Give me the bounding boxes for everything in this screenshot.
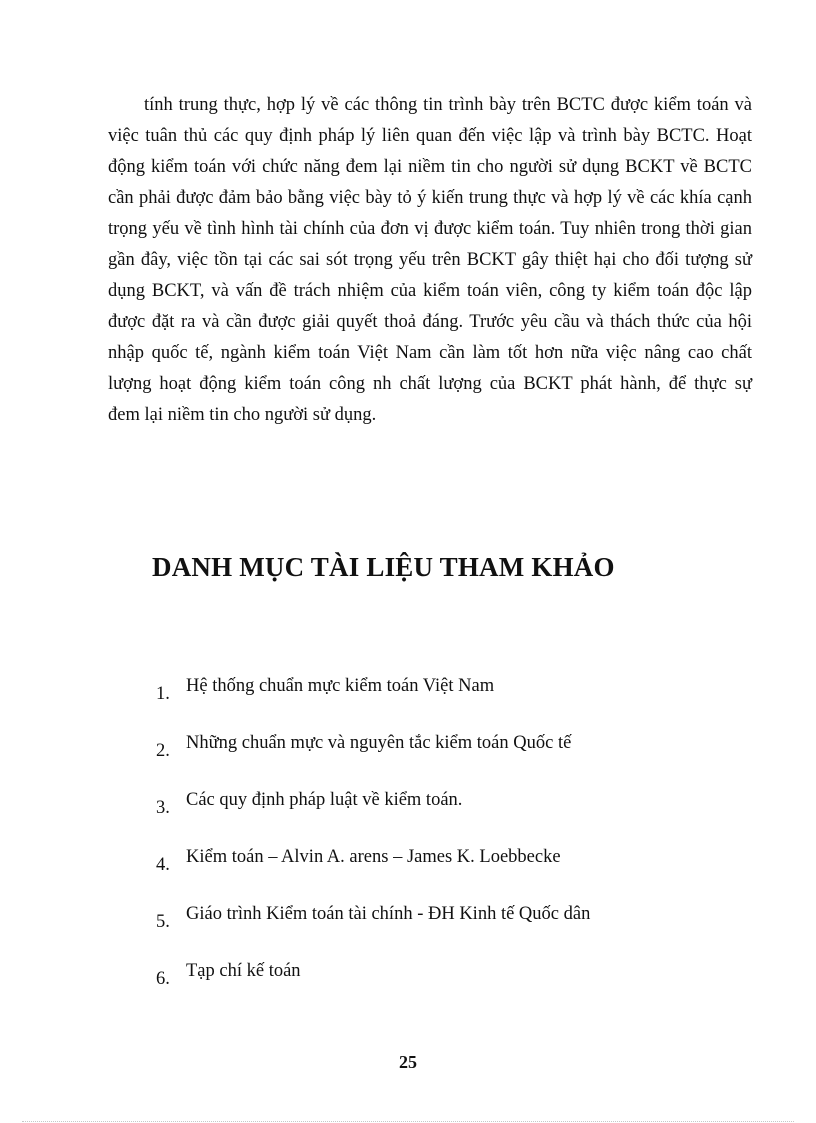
reference-text: Các quy định pháp luật về kiểm toán. [186,790,463,810]
paragraph-line: được đặt ra và cần được giải quyết thoả đáng. Trước yêu cầu và thách thức của hội [108,312,752,332]
reference-text: Giáo trình Kiểm toán tài chính - ĐH Kinh tế Quốc dân [186,904,591,924]
reference-number: 4. [156,855,170,875]
section-heading: DANH MỤC TÀI LIỆU THAM KHẢO [152,552,615,582]
paragraph-line: trọng yếu về tình hình tài chính của đơn vị được kiểm toán. Tuy nhiên trong thời gian [108,219,752,239]
reference-text: Hệ thống chuẩn mực kiểm toán Việt Nam [186,676,495,696]
reference-text: Kiểm toán – Alvin A. arens – James K. Loebbecke [186,847,561,867]
reference-number: 1. [156,684,170,704]
reference-text: Những chuẩn mực và nguyên tắc kiểm toán Quốc tế [186,733,572,753]
reference-text: Tạp chí kế toán [186,961,301,981]
reference-number: 6. [156,969,170,989]
paragraph-line: gần đây, việc tồn tại các sai sót trọng yếu trên BCKT gây thiệt hại cho đối tượng sử [108,250,752,270]
paragraph-line: tính trung thực, hợp lý về các thông tin trình bày trên BCTC được kiểm toán và [144,95,752,115]
reference-number: 3. [156,798,170,818]
page-bottom-divider [22,1121,794,1122]
paragraph-line: việc tuân thủ các quy định pháp lý liên quan đến việc lập và trình bày BCTC. Hoạt [108,126,752,146]
paragraph-line: động kiểm toán với chức năng đem lại niềm tin cho người sử dụng BCKT về BCTC [108,157,752,177]
page-number: 25 [399,1052,417,1072]
paragraph-line: đem lại niềm tin cho người sử dụng. [108,405,377,425]
paragraph-line: cần phải được đảm bảo bằng việc bày tỏ ý kiến trung thực và hợp lý về các khía cạnh [108,188,752,208]
body-paragraph [108,90,752,431]
reference-number: 2. [156,741,170,761]
paragraph-line: lượng hoạt động kiểm toán công nh chất lượng của BCKT phát hành, để thực sự [108,374,752,394]
reference-number: 5. [156,912,170,932]
paragraph-line: nhập quốc tế, ngành kiểm toán Việt Nam cần làm tốt hơn nữa việc nâng cao chất [108,343,752,363]
paragraph-line: dụng BCKT, và vấn đề trách nhiệm của kiểm toán viên, công ty kiểm toán độc lập [108,281,752,301]
